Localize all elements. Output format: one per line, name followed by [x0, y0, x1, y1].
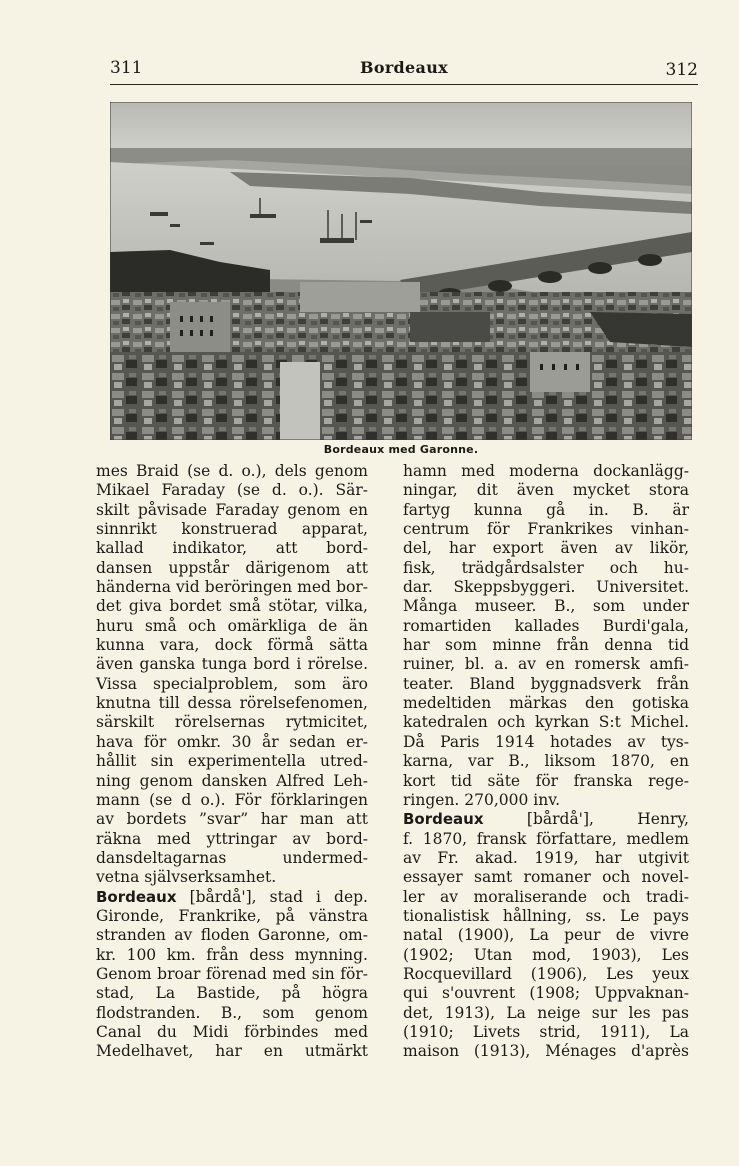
text-line: dar. Skeppsbyggeri. Universitet.	[403, 578, 689, 597]
text-line: stad, La Bastide, på högra	[96, 984, 368, 1003]
text-line: knutna till dessa rörelsefenomen,	[96, 694, 368, 713]
text-line: mes Braid (se d. o.), dels genom	[96, 462, 368, 480]
text-line: natal (1900), La peur de vivre	[403, 926, 689, 945]
text-line: dansen uppstår därigenom att	[96, 558, 368, 577]
header-rule	[110, 84, 698, 85]
text-line: teater. Bland byggnadsverk från	[403, 674, 689, 693]
text-line: händerna vid beröringen med bor-	[96, 578, 368, 597]
running-title: Bordeaux	[360, 58, 448, 77]
text-line: stranden av floden Garonne, om-	[96, 926, 368, 945]
text-line: medeltiden märkas den gotiska	[403, 694, 689, 713]
entry-text: [bårdå'], Henry,	[483, 810, 689, 829]
text-line: av bordets ”svar” har man att	[96, 810, 368, 829]
text-line: dansdeltagarnas undermed-	[96, 848, 368, 867]
text-line: även ganska tunga bord i rörelse.	[96, 655, 368, 674]
entry-first-line	[403, 810, 689, 829]
text-line: av Fr. akad. 1919, har utgivit	[403, 848, 689, 867]
text-line: det giva bordet små stötar, vilka,	[96, 597, 368, 616]
text-line: Då Paris 1914 hotades av tys-	[403, 732, 689, 751]
text-line: (1910; Livets strid, 1911), La	[403, 1022, 689, 1041]
text-line: Mikael Faraday (se d. o.). Sär-	[96, 481, 368, 500]
text-line: Rocquevillard (1906), Les yeux	[403, 964, 689, 983]
text-line: hållit sin experimentella utred-	[96, 752, 368, 771]
text-line: tionalistisk hållning, ss. Le pays	[403, 906, 689, 925]
text-line: fisk, trädgårdsalster och hu-	[403, 558, 689, 577]
text-line: vetna självserksamhet.	[96, 868, 277, 887]
text-line: essayer samt romaner och novel-	[403, 868, 689, 887]
text-line: huru små och omärkliga de än	[96, 616, 368, 635]
city-photograph	[110, 102, 692, 440]
text-line: qui s'ouvrent (1908; Uppvaknan-	[403, 984, 689, 1003]
text-line: Gironde, Frankrike, på vänstra	[96, 906, 368, 925]
text-line: Genom broar förenad med sin för-	[96, 964, 368, 983]
text-line: f. 1870, fransk författare, medlem	[403, 829, 689, 848]
figure-caption: Bordeaux med Garonne.	[323, 443, 479, 456]
text-line: det, 1913), La neige sur les pas	[403, 1003, 689, 1022]
entry-headword: Bordeaux	[403, 810, 484, 829]
text-line: kort tid säte för franska rege-	[403, 771, 689, 790]
text-line: Vissa specialproblem, som äro	[96, 674, 368, 693]
text-line: skilt påvisade Faraday genom en	[96, 500, 368, 519]
text-line: karna, var B., liksom 1870, en	[403, 752, 689, 771]
text-line: ler av moraliserande och tradi-	[403, 887, 689, 906]
page-number-left: 311	[110, 58, 143, 78]
entry-text: [bårdå'], stad i dep.	[176, 887, 368, 906]
text-line: hava för omkr. 30 år sedan er-	[96, 732, 368, 751]
text-line: Canal du Midi förbindes med	[96, 1022, 368, 1041]
text-line: kr. 100 km. från dess mynning.	[96, 945, 368, 964]
text-line: ningar, dit även mycket stora	[403, 481, 689, 500]
text-line: ringen. 270,000 inv.	[403, 790, 561, 809]
text-line: ruiner, bl. a. av en romersk amfi-	[403, 655, 689, 674]
text-line: räkna med yttringar av bord-	[96, 829, 368, 848]
text-line: Medelhavet, har en utmärkt	[96, 1042, 368, 1061]
text-line: fartyg kunna gå in. B. är	[403, 500, 689, 519]
text-line: hamn med moderna dockanlägg-	[403, 462, 689, 480]
text-line: del, har export även av likör,	[403, 539, 689, 558]
text-line: sinnrikt konstruerad apparat,	[96, 520, 368, 539]
text-line: mann (se d o.). För förklaringen	[96, 790, 368, 809]
text-line: flodstranden. B., som genom	[96, 1003, 368, 1022]
text-line: kunna vara, dock förmå sätta	[96, 636, 368, 655]
text-line: särskilt rörelsernas rytmicitet,	[96, 713, 368, 732]
text-line: har som minne från denna tid	[403, 636, 689, 655]
entry-first-line	[96, 888, 368, 907]
text-line: kallad indikator, att bord-	[96, 539, 368, 558]
text-line: katedralen och kyrkan S:t Michel.	[403, 713, 689, 732]
entry-headword: Bordeaux	[96, 887, 177, 906]
page-header	[110, 58, 698, 80]
text-line: maison (1913), Ménages d'après	[403, 1042, 689, 1061]
text-line: ning genom dansken Alfred Leh-	[96, 771, 368, 790]
text-line: Många museer. B., som under	[403, 597, 689, 616]
text-line: centrum för Frankrikes vinhan-	[403, 520, 689, 539]
page-number-right: 312	[665, 60, 698, 80]
text-line: (1902; Utan mod, 1903), Les	[403, 945, 689, 964]
text-line: romartiden kallades Burdi'gala,	[403, 616, 689, 635]
right-column	[403, 462, 689, 1062]
left-column	[96, 462, 368, 1062]
